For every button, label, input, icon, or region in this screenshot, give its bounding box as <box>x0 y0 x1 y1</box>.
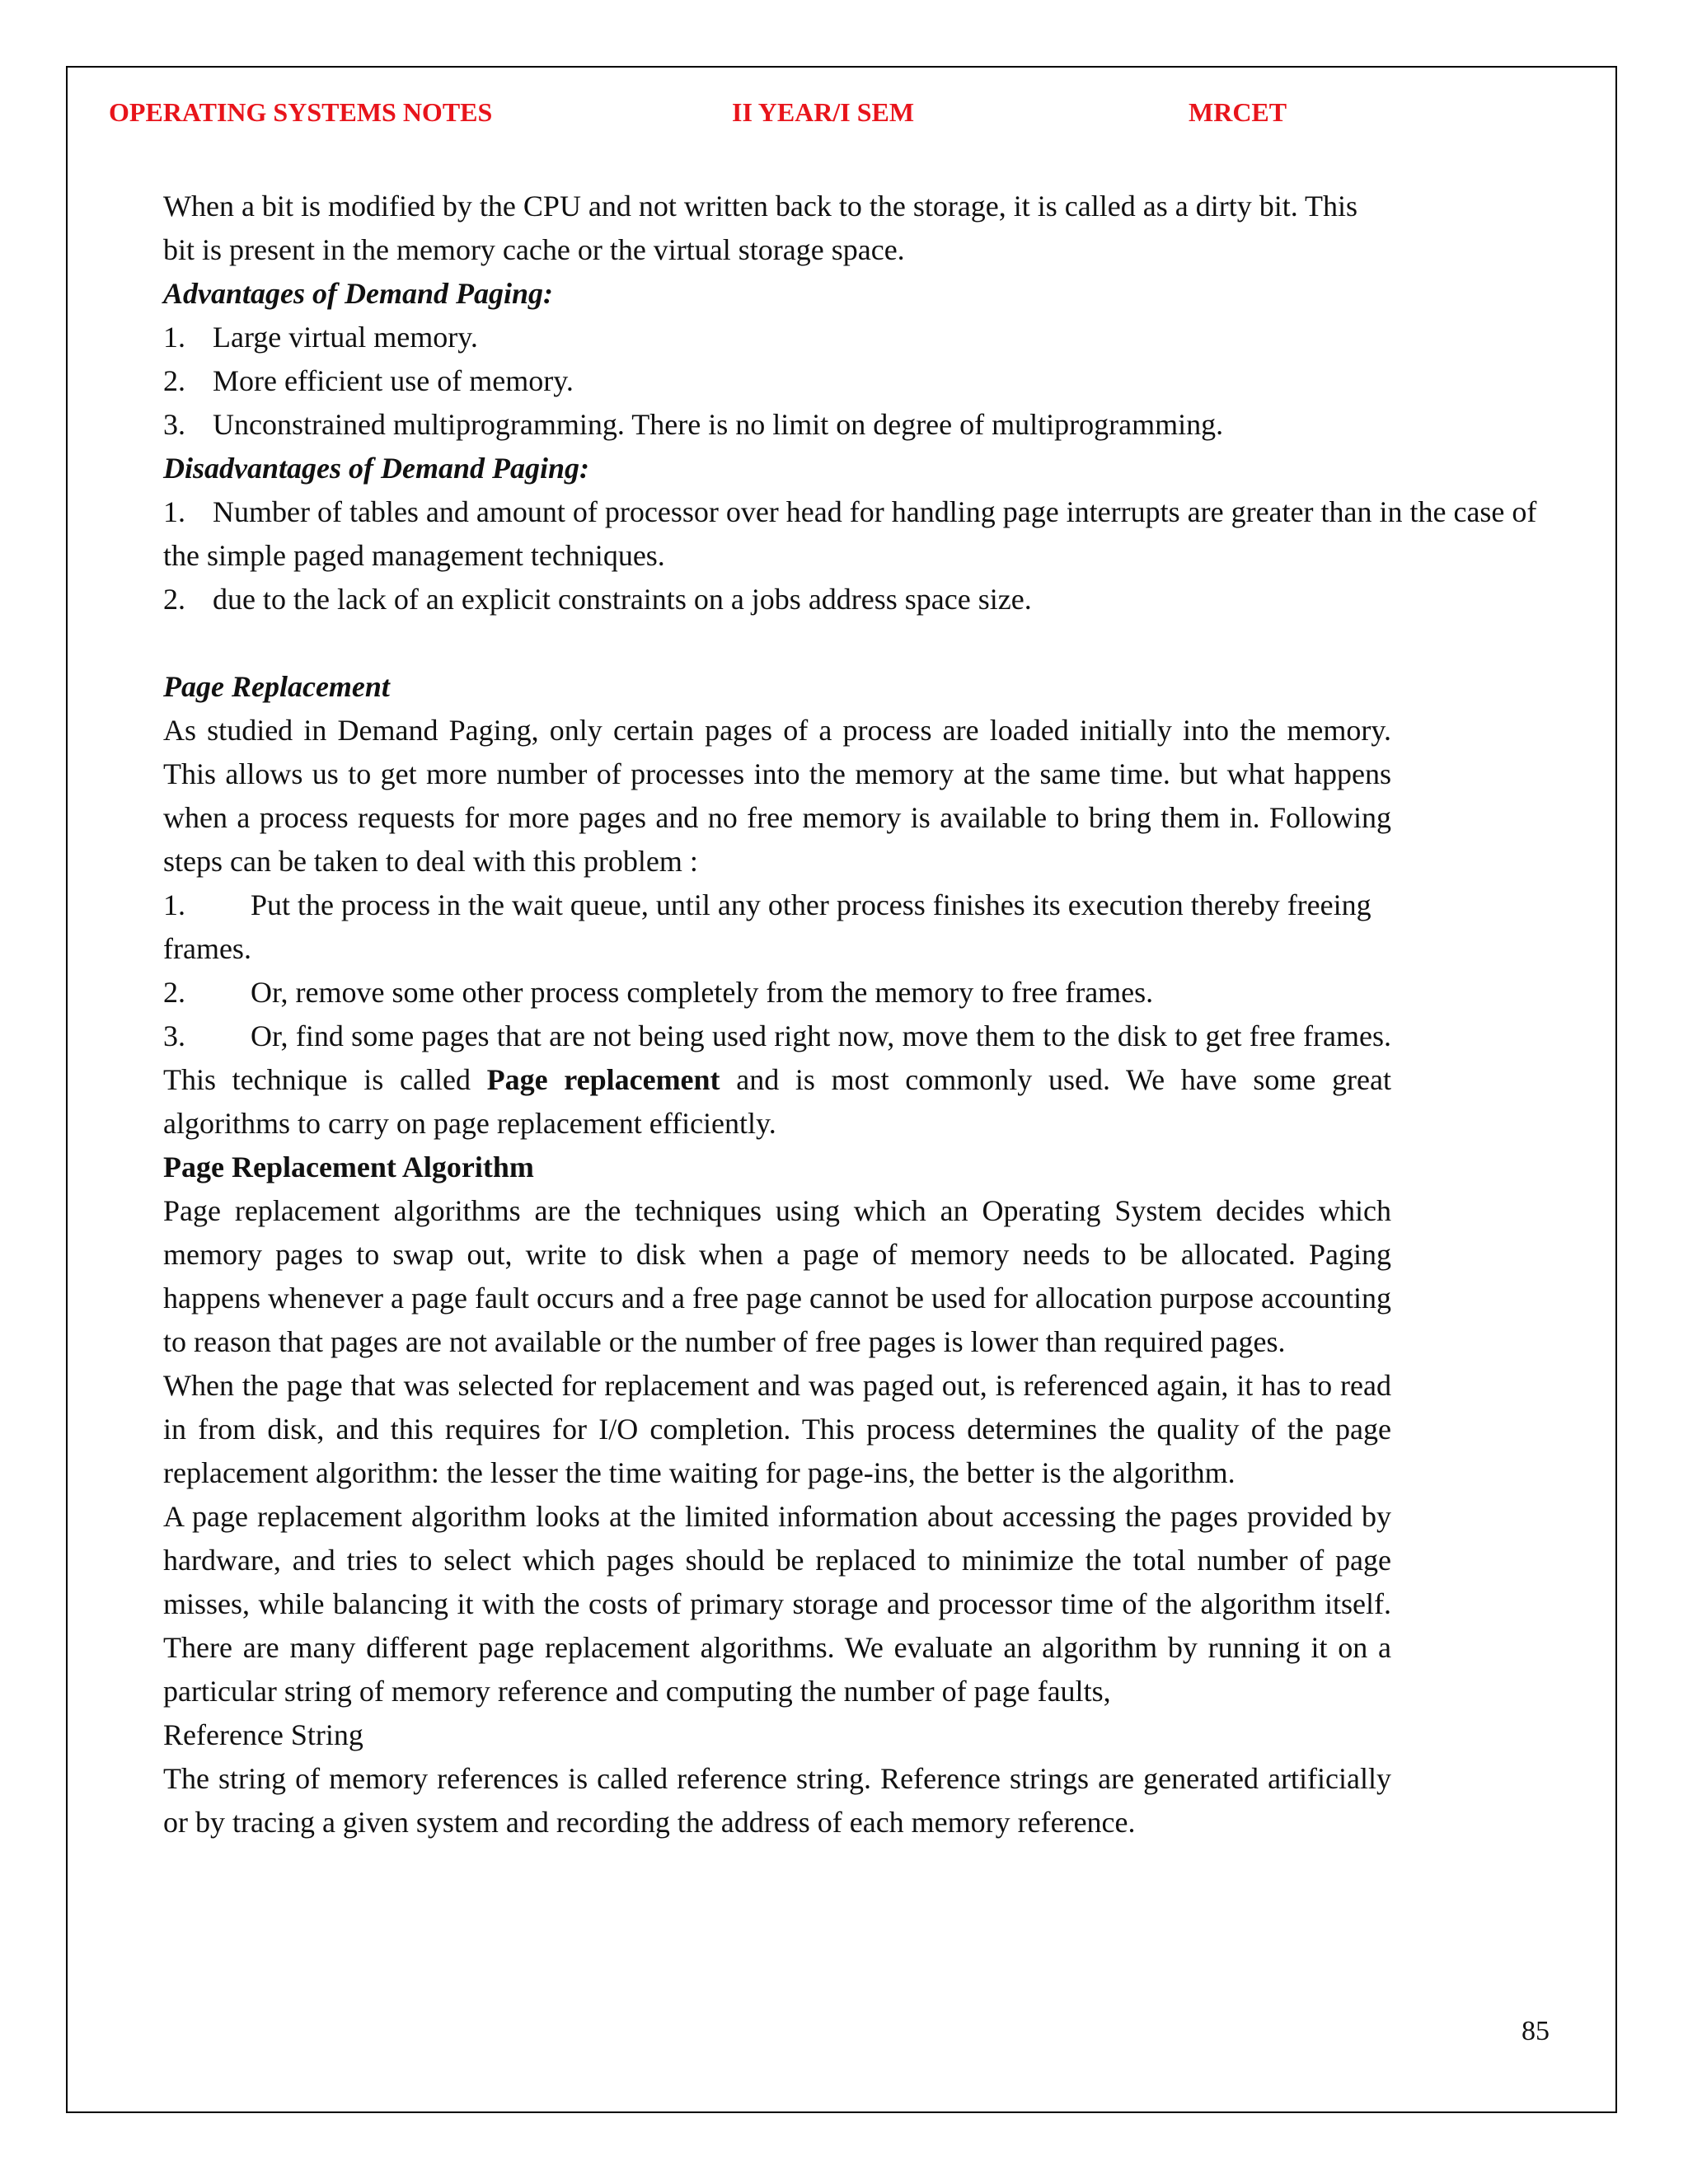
list-item: 3. Unconstrained multiprogramming. There is no limit on degree of multiprogramming. <box>163 408 1224 441</box>
list-item: 3. Or, find some pages that are not being used right now, move them to the disk to get free frames. This technique is called Page replacement and is most commonly used. We have some great algorithms to carry on page replacement efficiently. <box>163 1019 1391 1140</box>
page-header <box>0 97 1688 134</box>
advantages-heading: Advantages of Demand Paging: <box>163 277 553 310</box>
main-content <box>163 185 1537 1844</box>
page-replacement-steps <box>163 883 1391 1146</box>
algorithm-paragraph-1: Page replacement algorithms are the techniques using which an Operating System decides which memory pages to swap out, write to disk when a page of memory needs to be allocated. Paging happens whenever a page fault occurs and a free page cannot be used for allocation purpose accounting to reason that pages are not available or the number of free pages is lower than required pages. <box>163 1194 1391 1358</box>
page-replacement-term: Page replacement <box>486 1063 720 1096</box>
disadvantages-heading: Disadvantages of Demand Paging: <box>163 452 589 485</box>
page-replacement-heading: Page Replacement <box>163 670 390 703</box>
header-course-title: OPERATING SYSTEMS NOTES <box>109 97 493 127</box>
page-replacement-intro: As studied in Demand Paging, only certain pages of a process are loaded initially into the memory. This allows us to get more number of processes into the memory at the same time. but what happens when a process requests for more pages and no free memory is available to bring them in. Following steps can be taken to deal with this problem : <box>163 714 1391 878</box>
header-year-sem: II YEAR/I SEM <box>732 97 915 127</box>
list-item: 1. Put the process in the wait queue, until any other process finishes its execution thereby freeing frames. <box>163 888 1372 965</box>
page-number: 85 <box>1522 2016 1550 2046</box>
disadvantages-list <box>163 490 1548 621</box>
list-item: 2. Or, remove some other process completely from the memory to free frames. <box>163 976 1154 1009</box>
dirty-bit-paragraph: When a bit is modified by the CPU and not written back to the storage, it is called as a dirty bit. This bit is present in the memory cache or the virtual storage space. <box>163 190 1358 266</box>
list-item: 2. More efficient use of memory. <box>163 364 574 397</box>
algorithm-heading: Page Replacement Algorithm <box>163 1151 534 1183</box>
list-item: 1. Large virtual memory. <box>163 321 478 354</box>
header-institution: MRCET <box>1189 97 1287 127</box>
advantages-list <box>163 316 1391 447</box>
list-item: 1. Number of tables and amount of processor over head for handling page interrupts are greater than in the case of the simple paged management techniques. <box>163 495 1537 572</box>
algorithm-paragraph-2: When the page that was selected for replacement and was paged out, is referenced again, it has to read in from disk, and this requires for I/O completion. This process determines the quality of the page replacement algorithm: the lesser the time waiting for page-ins, the better is the algorithm. <box>163 1369 1391 1489</box>
algorithm-paragraph-3: A page replacement algorithm looks at the limited information about accessing the pages provided by hardware, and tries to select which pages should be replaced to minimize the total number of page misses, while balancing it with the costs of primary storage and processor time of the algorithm itself. There are many different page replacement algorithms. We evaluate an algorithm by running it on a particular string of memory reference and computing the number of page faults, <box>163 1500 1391 1708</box>
section-spacer <box>163 621 1391 665</box>
list-item: 2. due to the lack of an explicit constraints on a jobs address space size. <box>163 583 1032 616</box>
reference-string-paragraph: The string of memory references is called reference string. Reference strings are generated artificially or by tracing a given system and recording the address of each memory reference. <box>163 1762 1391 1839</box>
reference-string-heading: Reference String <box>163 1718 363 1751</box>
